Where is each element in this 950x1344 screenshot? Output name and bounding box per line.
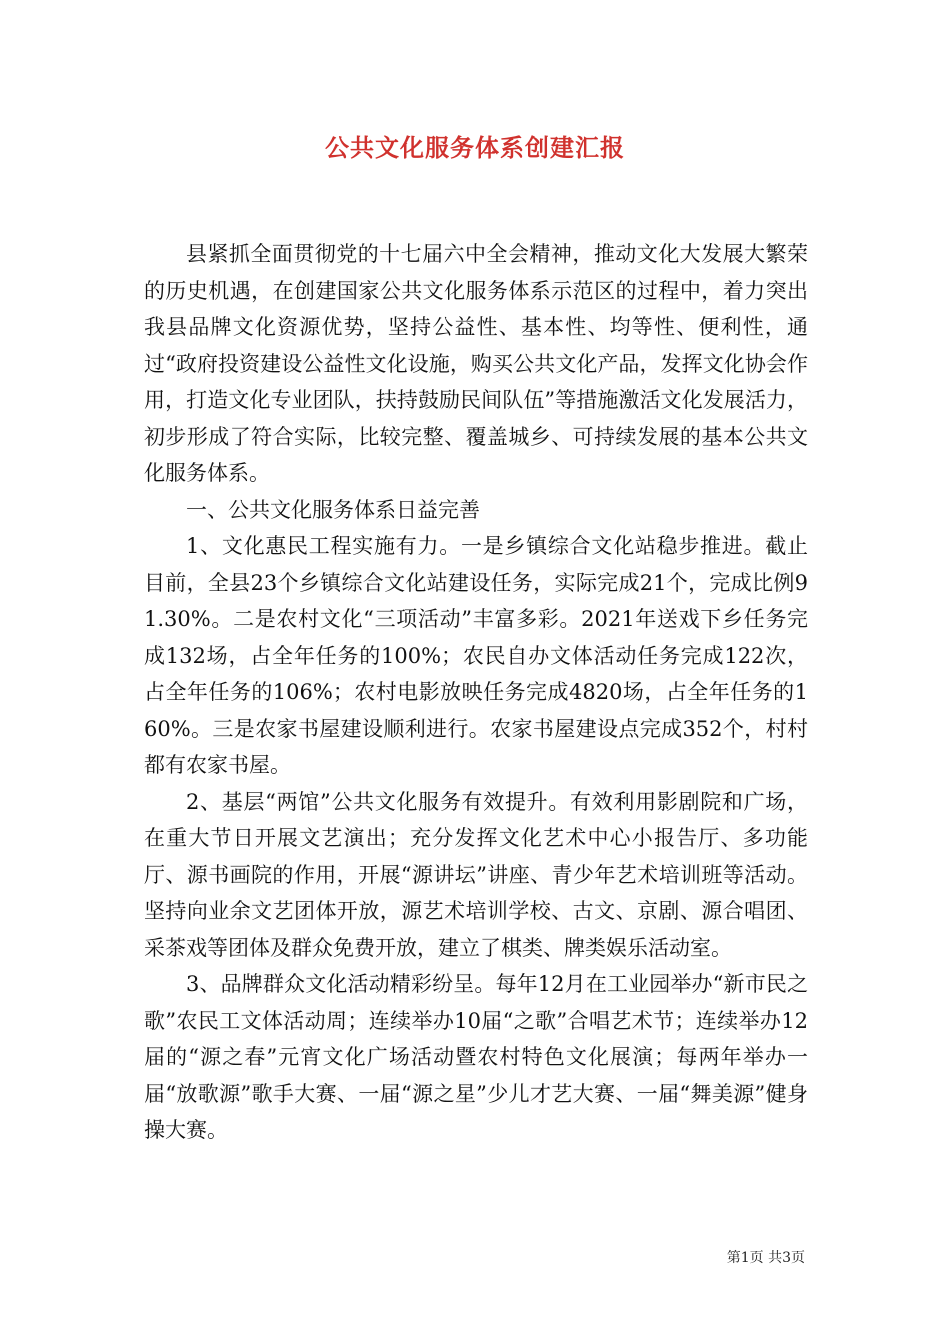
document-title: 公共文化服务体系创建汇报 [325, 133, 625, 162]
intro-paragraph: 县紧抓全面贯彻党的十七届六中全会精神，推动文化大发展大繁荣的历史机遇，在创建国家公共文化服务体系示范区的过程中，着力突出我县品牌文化资源优势，坚持公益性、基本性、均等性、便利性，通过“政府投资建设公益性文化设施，购买公共文化产品，发挥文化协会作用，打造文化专业团队，扶持鼓励民间队伍”等措施激活文化发展活力，初步形成了符合实际，比较完整、覆盖城乡、可持续发展的基本公共文化服务体系。 [144, 242, 808, 485]
paragraph-item-3: 3、品牌群众文化活动精彩纷呈。每年12月在工业园举办“新市民之歌”农民工文体活动周；连续举办10届“之歌”合唱艺术节；连续举办12届的“源之春”元宵文化广场活动暨农村特色文化展演；每两年举办一届“放歌源”歌手大赛、一届“源之星”少儿才艺大赛、一届“舞美源”健身操大赛。 [144, 972, 808, 1142]
section-heading: 一、公共文化服务体系日益完善 [186, 497, 480, 522]
paragraph-item-2: 2、基层“两馆”公共文化服务有效提升。有效利用影剧院和广场，在重大节日开展文艺演出；充分发挥文化艺术中心小报告厅、多功能厅、源书画院的作用，开展“源讲坛”讲座、青少年艺术培训班等活动。坚持向业余文艺团体开放，源艺术培训学校、古文、京剧、源合唱团、采茶戏等团体及群众免费开放，建立了棋类、牌类娱乐活动室。 [144, 789, 808, 960]
document-body [144, 236, 808, 1149]
page-number-footer: 第1页 共3页 [726, 1250, 805, 1266]
paragraph-item-1: 1、文化惠民工程实施有力。一是乡镇综合文化站稳步推进。截止目前，全县23个乡镇综合文化站建设任务，实际完成21个，完成比例91.30%。二是农村文化“三项活动”丰富多彩。2021年送戏下乡任务完成132场，占全年任务的100%；农民自办文体活动任务完成122次，占全年任务的106%；农村电影放映任务完成4820场，占全年任务的160%。三是农家书屋建设顺利进行。农家书屋建设点完成352个，村村都有农家书屋。 [144, 534, 808, 777]
